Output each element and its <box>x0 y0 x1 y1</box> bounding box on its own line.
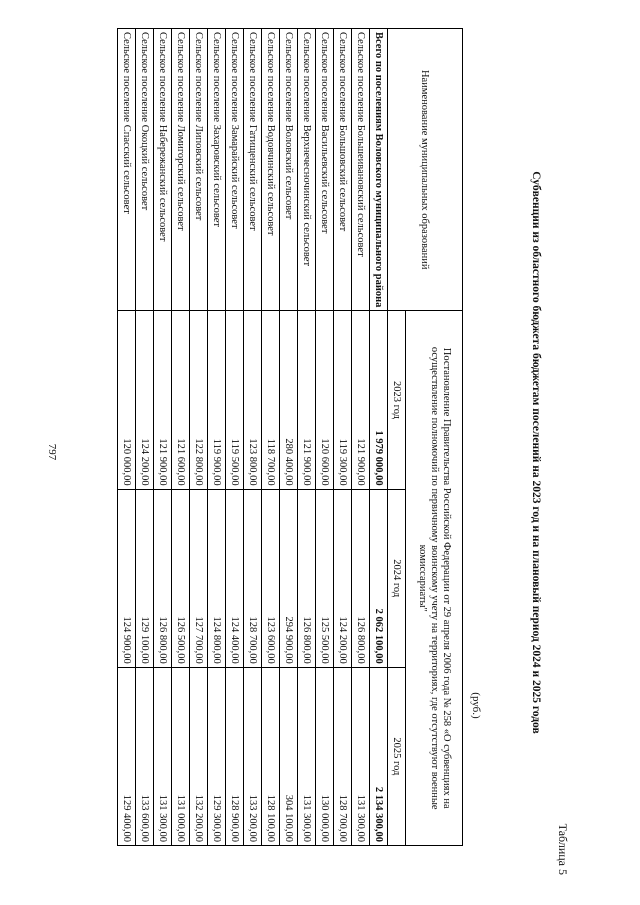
row-value-2024: 125 500,00 <box>316 489 334 667</box>
row-value-2023: 120 600,00 <box>316 311 334 489</box>
row-value-2024: 126 800,00 <box>352 489 370 667</box>
row-value-2025: 129 400,00 <box>118 667 136 845</box>
row-name: Сельское поселение Липовский сельсовет <box>190 29 208 311</box>
row-value-2025: 132 200,00 <box>190 667 208 845</box>
row-name: Сельское поселение Ломигорский сельсовет <box>172 29 190 311</box>
total-name: Всего по поселениям Воловского муниципального района <box>370 29 388 311</box>
column-header-name: Наименование муниципальных образований <box>388 29 463 311</box>
row-value-2025: 130 000,00 <box>316 667 334 845</box>
total-value-2024: 2 062 100,00 <box>370 489 388 667</box>
row-value-2025: 129 300,00 <box>208 667 226 845</box>
row-value-2024: 126 800,00 <box>154 489 172 667</box>
row-value-2024: 124 200,00 <box>334 489 352 667</box>
table-row <box>316 29 334 846</box>
table-row <box>352 29 370 846</box>
table-row <box>334 29 352 846</box>
table-body <box>118 29 370 846</box>
page-number: 797 <box>46 443 58 461</box>
table-row <box>172 29 190 846</box>
subsidies-table <box>117 28 463 846</box>
row-name: Сельское поселение Воловский сельсовет <box>280 29 298 311</box>
row-value-2025: 133 600,00 <box>136 667 154 845</box>
table-total-row <box>370 29 388 846</box>
row-value-2023: 120 000,00 <box>118 311 136 489</box>
table-row <box>298 29 316 846</box>
row-value-2025: 128 900,00 <box>226 667 244 845</box>
row-value-2023: 124 200,00 <box>136 311 154 489</box>
row-name: Сельское поселение Верхнечесночинский сельсовет <box>298 29 316 311</box>
row-name: Сельское поселение Спасский сельсовет <box>118 29 136 311</box>
row-value-2024: 124 400,00 <box>226 489 244 667</box>
row-value-2023: 119 300,00 <box>334 311 352 489</box>
row-value-2024: 126 800,00 <box>298 489 316 667</box>
row-value-2025: 131 000,00 <box>172 667 190 845</box>
document-title: Субвенции из областного бюджета бюджетам поселений на 2023 год и на плановый период 2024 и 2025 годов <box>530 171 542 734</box>
table-row <box>262 29 280 846</box>
row-value-2024: 126 500,00 <box>172 489 190 667</box>
row-value-2024: 124 900,00 <box>118 489 136 667</box>
row-value-2023: 119 500,00 <box>226 311 244 489</box>
row-name: Сельское поселение Гатищенский сельсовет <box>244 29 262 311</box>
table-row <box>154 29 172 846</box>
total-value-2023: 1 979 000,00 <box>370 311 388 489</box>
table-row <box>118 29 136 846</box>
row-value-2023: 122 800,00 <box>190 311 208 489</box>
row-name: Сельское поселение Окоцкий сельсовет <box>136 29 154 311</box>
table-row <box>280 29 298 846</box>
column-header-2023: 2023 год <box>388 311 406 489</box>
table-row <box>208 29 226 846</box>
table-row <box>190 29 208 846</box>
total-value-2025: 2 134 300,00 <box>370 667 388 845</box>
row-value-2025: 128 700,00 <box>334 667 352 845</box>
row-value-2024: 294 900,00 <box>280 489 298 667</box>
row-value-2023: 121 900,00 <box>154 311 172 489</box>
row-value-2025: 131 300,00 <box>352 667 370 845</box>
table-row <box>226 29 244 846</box>
table-label: Таблица 5 <box>556 823 570 875</box>
row-name: Сельское поселение Васильевский сельсовет <box>316 29 334 311</box>
row-value-2023: 121 900,00 <box>352 311 370 489</box>
row-name: Сельское поселение Замарайский сельсовет <box>226 29 244 311</box>
row-value-2024: 123 600,00 <box>262 489 280 667</box>
row-name: Сельское поселение Набережанский сельсовет <box>154 29 172 311</box>
row-name: Сельское поселение Большовский сельсовет <box>334 29 352 311</box>
row-value-2025: 128 100,00 <box>262 667 280 845</box>
row-value-2024: 124 800,00 <box>208 489 226 667</box>
unit-label: (руб.) <box>470 692 482 719</box>
row-value-2025: 304 100,00 <box>280 667 298 845</box>
table-row <box>244 29 262 846</box>
row-value-2023: 119 900,00 <box>208 311 226 489</box>
row-name: Сельское поселение Водовчинский сельсовет <box>262 29 280 311</box>
column-header-2024: 2024 год <box>388 489 406 667</box>
row-value-2023: 280 400,00 <box>280 311 298 489</box>
table-row <box>136 29 154 846</box>
row-value-2023: 123 800,00 <box>244 311 262 489</box>
row-name: Сельское поселение Большеивановский сельсовет <box>352 29 370 311</box>
row-value-2024: 129 100,00 <box>136 489 154 667</box>
row-value-2023: 118 700,00 <box>262 311 280 489</box>
row-value-2025: 133 200,00 <box>244 667 262 845</box>
row-value-2023: 121 900,00 <box>298 311 316 489</box>
row-value-2025: 131 300,00 <box>154 667 172 845</box>
row-name: Сельское поселение Захаровский сельсовет <box>208 29 226 311</box>
column-header-group: Постановление Правительства Российской Федерации от 29 апреля 2006 года № 258 «О субвенциях на осуществление полномочий по первичному воинскому учету на территориях, где отсутствуют военные комиссариаты" <box>406 311 463 846</box>
column-header-2025: 2025 год <box>388 667 406 845</box>
row-value-2023: 121 600,00 <box>172 311 190 489</box>
row-value-2025: 131 300,00 <box>298 667 316 845</box>
row-value-2024: 127 700,00 <box>190 489 208 667</box>
row-value-2024: 128 700,00 <box>244 489 262 667</box>
